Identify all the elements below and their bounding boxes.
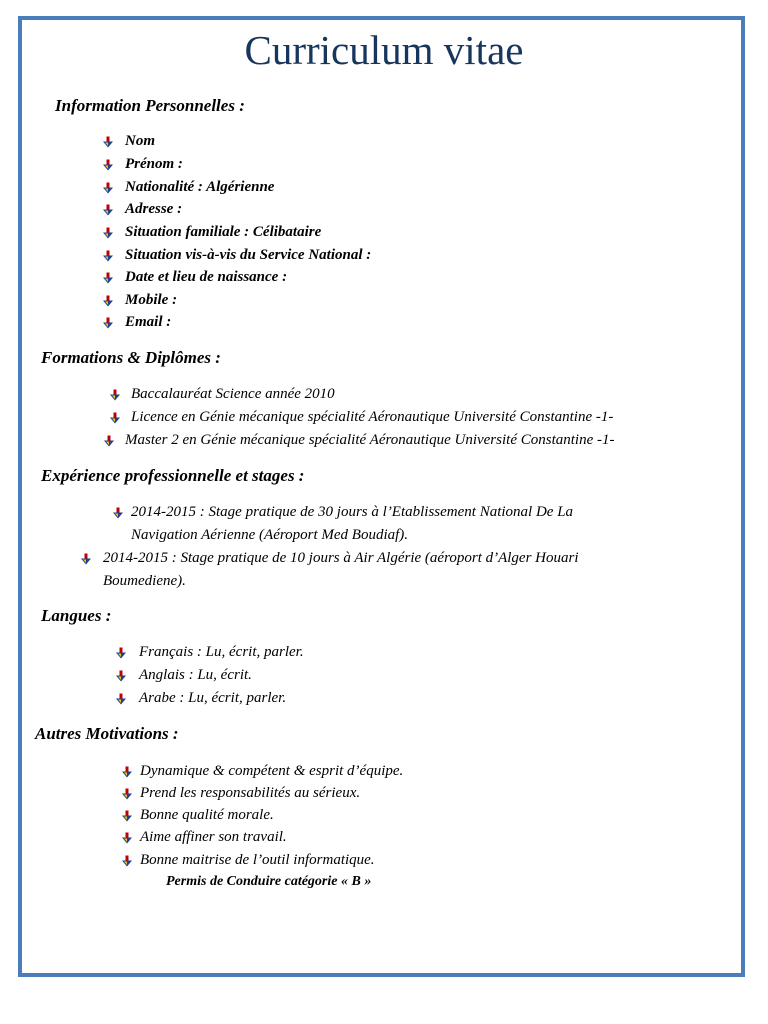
section-heading-personal: Information Personnelles : <box>55 96 245 115</box>
arrow-down-bullet-icon <box>102 159 114 171</box>
motivation-item: Prend les responsabilités au sérieux. <box>140 785 361 801</box>
driving-license-text: Permis de Conduire catégorie « B » <box>166 874 372 889</box>
arrow-down-bullet-icon <box>102 227 114 239</box>
section-heading-languages: Langues : <box>41 606 112 625</box>
experience-item-line: 2014-2015 : Stage pratique de 10 jours à Air Algérie (aéroport d’Alger Houari <box>103 550 579 566</box>
education-item: Licence en Génie mécanique spécialité Aéronautique Université Constantine -1- <box>131 409 614 425</box>
arrow-down-bullet-icon <box>102 182 114 194</box>
personal-info-item: Nationalité : Algérienne <box>125 179 275 195</box>
motivation-item: Bonne qualité morale. <box>140 807 274 823</box>
experience-item-line: Boumediene). <box>103 573 186 589</box>
language-item: Anglais : Lu, écrit. <box>139 667 252 683</box>
personal-info-item: Email : <box>125 314 172 330</box>
arrow-down-bullet-icon <box>121 766 133 778</box>
arrow-down-bullet-icon <box>115 670 127 682</box>
personal-info-item: Adresse : <box>125 201 183 217</box>
arrow-down-bullet-icon <box>109 389 121 401</box>
section-heading-motivations: Autres Motivations : <box>35 724 179 743</box>
section-heading-experience: Expérience professionnelle et stages : <box>41 466 305 485</box>
arrow-down-bullet-icon <box>102 204 114 216</box>
page-title: Curriculum vitae <box>244 27 524 73</box>
personal-info-item: Prénom : <box>125 156 183 172</box>
arrow-down-bullet-icon <box>80 553 92 565</box>
arrow-down-bullet-icon <box>112 507 124 519</box>
arrow-down-bullet-icon <box>102 295 114 307</box>
arrow-down-bullet-icon <box>121 810 133 822</box>
arrow-down-bullet-icon <box>109 412 121 424</box>
experience-item-line: Navigation Aérienne (Aéroport Med Boudiaf). <box>131 527 409 543</box>
motivation-item: Dynamique & compétent & esprit d’équipe. <box>140 763 404 779</box>
personal-info-item: Nom <box>125 133 155 149</box>
arrow-down-bullet-icon <box>102 272 114 284</box>
personal-info-item: Situation familiale : Célibataire <box>125 224 322 240</box>
personal-info-item: Mobile : <box>125 292 178 308</box>
motivation-item: Aime affiner son travail. <box>140 829 287 845</box>
language-item: Arabe : Lu, écrit, parler. <box>139 690 287 706</box>
arrow-down-bullet-icon <box>115 647 127 659</box>
arrow-down-bullet-icon <box>102 317 114 329</box>
arrow-down-bullet-icon <box>115 693 127 705</box>
language-item: Français : Lu, écrit, parler. <box>139 644 304 660</box>
personal-info-item: Situation vis-à-vis du Service National : <box>125 247 372 263</box>
section-heading-education: Formations & Diplômes : <box>41 348 221 367</box>
arrow-down-bullet-icon <box>103 435 115 447</box>
motivation-item: Bonne maitrise de l’outil informatique. <box>140 852 375 868</box>
education-item: Master 2 en Génie mécanique spécialité Aéronautique Université Constantine -1- <box>125 432 615 448</box>
experience-item-line: 2014-2015 : Stage pratique de 30 jours à l’Etablissement National De La <box>131 504 574 520</box>
arrow-down-bullet-icon <box>121 832 133 844</box>
education-item: Baccalauréat Science année 2010 <box>131 386 335 402</box>
arrow-down-bullet-icon <box>121 855 133 867</box>
arrow-down-bullet-icon <box>102 136 114 148</box>
personal-info-item: Date et lieu de naissance : <box>125 269 288 285</box>
arrow-down-bullet-icon <box>102 250 114 262</box>
arrow-down-bullet-icon <box>121 788 133 800</box>
